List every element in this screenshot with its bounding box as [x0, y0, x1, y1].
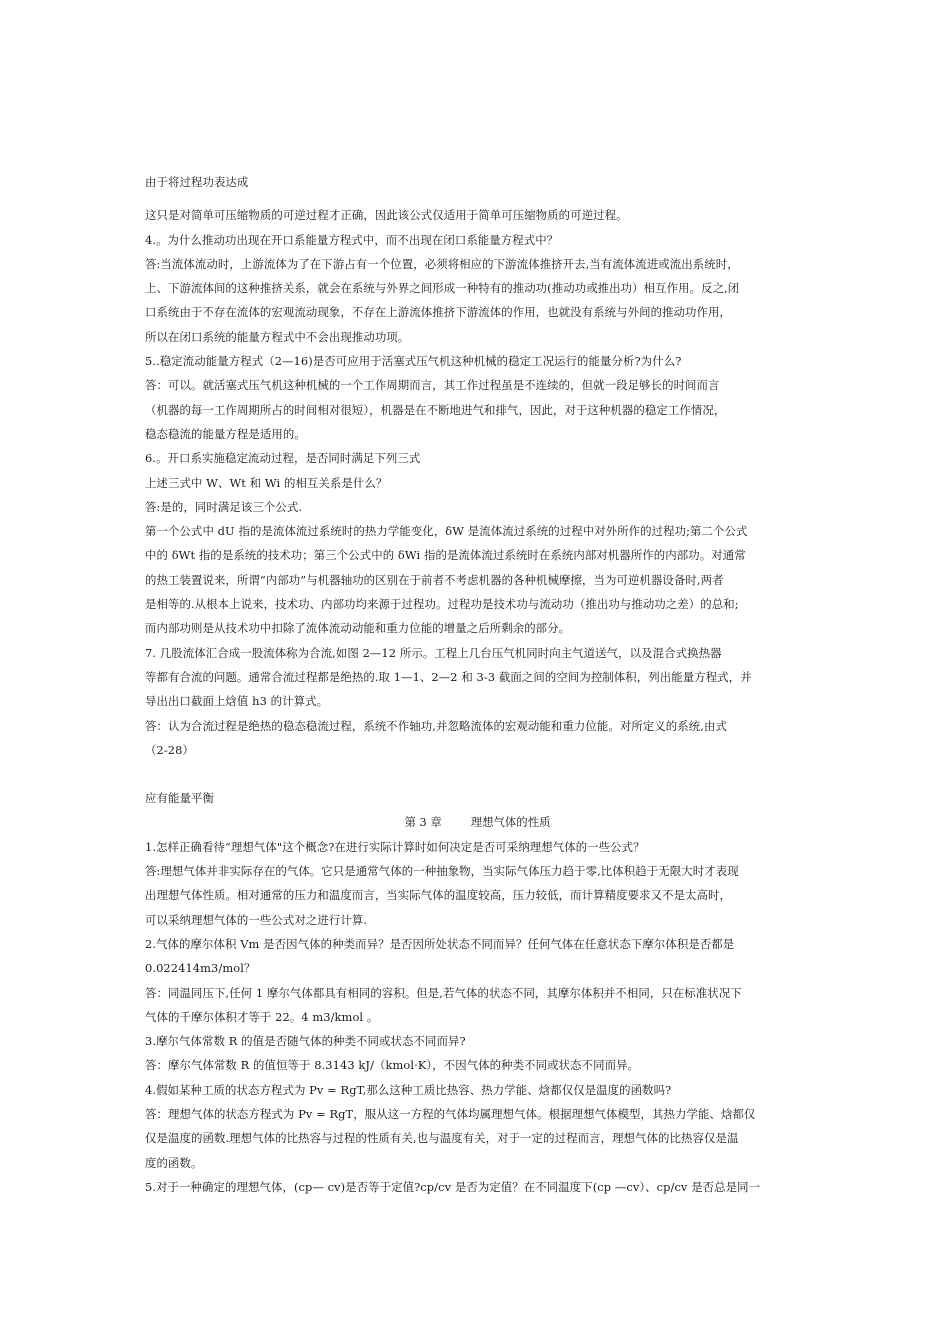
text-line: 而内部功则是从技术功中扣除了流体流动动能和重力位能的增量之后所剩余的部分。 [145, 621, 571, 636]
text-line: 答:是的，同时满足该三个公式. [145, 499, 303, 514]
text-line: 4.假如某种工质的状态方程式为 Pv = RgT,那么这种工质比热容、热力学能、焓都仅仅是温度的函数吗? [145, 1082, 672, 1097]
text-line: 应有能量平衡 [145, 791, 214, 806]
text-line: 答：认为合流过程是绝热的稳态稳流过程，系统不作轴功,并忽略流体的宏观动能和重力位能。对所定义的系统,由式 [145, 718, 727, 733]
text-line: 2.气体的摩尔体积 Vm 是否因气体的种类而异？是否因所处状态不同而异？任何气体在任意状态下摩尔体积是否都是 [145, 936, 735, 951]
text-line: 的热工装置说来，所谓“内部功”与机器轴功的区别在于前者不考虑机器的各种机械摩擦，当为可逆机器设备时,两者 [145, 572, 724, 587]
text-line: 4.。为什么推动功出现在开口系能量方程式中，而不出现在闭口系能量方程式中？ [145, 232, 559, 247]
text-line: 5..稳定流动能量方程式（2—16)是否可应用于活塞式压气机这种机械的稳定工况运行的能量分析?为什么? [145, 354, 682, 369]
text-line: 0.022414m3/mol？ [145, 961, 256, 976]
text-line: 导出出口截面上焓值 h3 的计算式。 [145, 694, 329, 709]
chapter-heading: 第 3 章 理想气体的性质 [404, 815, 551, 830]
text-line: 等都有合流的问题。通常合流过程都是绝热的.取 1—1、2—2 和 3-3 截面之间的空间为控制体积，列出能量方程式，并 [145, 669, 752, 684]
paragraph-spacer [145, 762, 810, 786]
text-line: 答:理想气体并非实际存在的气体。它只是通常气体的一种抽象物，当实际气体压力趋于零,比体积趋于无限大时才表现 [145, 864, 739, 879]
document-body [145, 170, 810, 1199]
text-line: 上、下游流体间的这种推挤关系，就会在系统与外界之间形成一种特有的推动功(推动功或推出功）相互作用。反之,闭 [145, 281, 740, 296]
paragraph-spacer [145, 194, 810, 203]
text-line: 5.对于一种确定的理想气体，(cp— cv)是否等于定值?cp/cv 是否为定值？在不同温度下(cp —cv）、cp/cv 是否总是同一 [145, 1179, 761, 1194]
text-line: 度的函数。 [145, 1155, 203, 1170]
text-line: 答：同温同压下,任何 1 摩尔气体都具有相同的容积。但是,若气体的状态不同，其摩尔体积并不相同，只在标准状况下 [145, 985, 742, 1000]
text-line: （2-28） [145, 742, 194, 757]
text-line: 这只是对简单可压缩物质的可逆过程才正确，因此该公式仅适用于简单可压缩物质的可逆过程。 [145, 208, 628, 223]
text-line: 7. 几股流体汇合成一股流体称为合流,如图 2—12 所示。工程上几台压气机同时向主气道送气，以及混合式换热器 [145, 645, 722, 660]
text-line: 仅是温度的函数.理想气体的比热容与过程的性质有关,也与温度有关，对于一定的过程而言，理想气体的比热容仅是温 [145, 1131, 739, 1146]
text-line: （机器的每一工作周期所占的时间相对很短），机器是在不断地进气和排气，因此，对于这种机器的稳定工作情况， [145, 402, 726, 417]
text-line: 答：可以。就活塞式压气机这种机械的一个工作周期而言，其工作过程虽是不连续的，但就一段足够长的时间而言 [145, 378, 720, 393]
text-line: 中的 δWt 指的是系统的技术功；第三个公式中的 δWi 指的是流体流过系统时在系统内部对机器所作的内部功。对通常 [145, 548, 746, 563]
text-line: 答：摩尔气体常数 R 的值恒等于 8.3143 kJ/（kmol·K），不因气体的种类不同或状态不同而异。 [145, 1058, 640, 1073]
text-line: 出理想气体性质。相对通常的压力和温度而言，当实际气体的温度较高，压力较低，而计算精度要求又不是太高时， [145, 888, 732, 903]
text-line: 可以采纳理想气体的一些公式对之进行计算. [145, 912, 368, 927]
text-line: 稳态稳流的能量方程是适用的。 [145, 426, 306, 441]
text-line: 答:当流体流动时，上游流体为了在下游占有一个位置，必须将相应的下游流体推挤开去,当有流体流进或流出系统时， [145, 256, 739, 271]
text-line: 第一个公式中 dU 指的是流体流过系统时的热力学能变化，δW 是流体流过系统的过程中对外所作的过程功;第二个公式 [145, 524, 748, 539]
text-line: 3.摩尔气体常数 R 的值是否随气体的种类不同或状态不同而异? [145, 1034, 466, 1049]
text-line: 所以在闭口系统的能量方程式中不会出现推动功项。 [145, 329, 410, 344]
text-line: 气体的千摩尔体积才等于 22。4 m3/kmol 。 [145, 1009, 379, 1024]
text-line: 上述三式中 W、Wt 和 Wi 的相互关系是什么？ [145, 475, 388, 490]
text-line: 6.。开口系实施稳定流动过程，是否同时满足下列三式 [145, 451, 421, 466]
text-line: 答：理想气体的状态方程式为 Pv = RgT，服从这一方程的气体均属理想气体。根据理想气体模型，其热力学能、焓都仅 [145, 1106, 756, 1121]
text-line: 由于将过程功表达成 [145, 175, 249, 189]
text-line: 1.怎样正确看待“理想气体"这个概念?在进行实际计算时如何决定是否可采纳理想气体的一些公式？ [145, 839, 645, 854]
text-line: 是相等的.从根本上说来，技术功、内部功均来源于过程功。过程功是技术功与流动功（推出功与推动功之差）的总和; [145, 597, 739, 612]
text-line: 口系统由于不存在流体的宏观流动现象，不存在上游流体推挤下游流体的作用，也就没有系统与外间的推动功作用， [145, 305, 732, 320]
